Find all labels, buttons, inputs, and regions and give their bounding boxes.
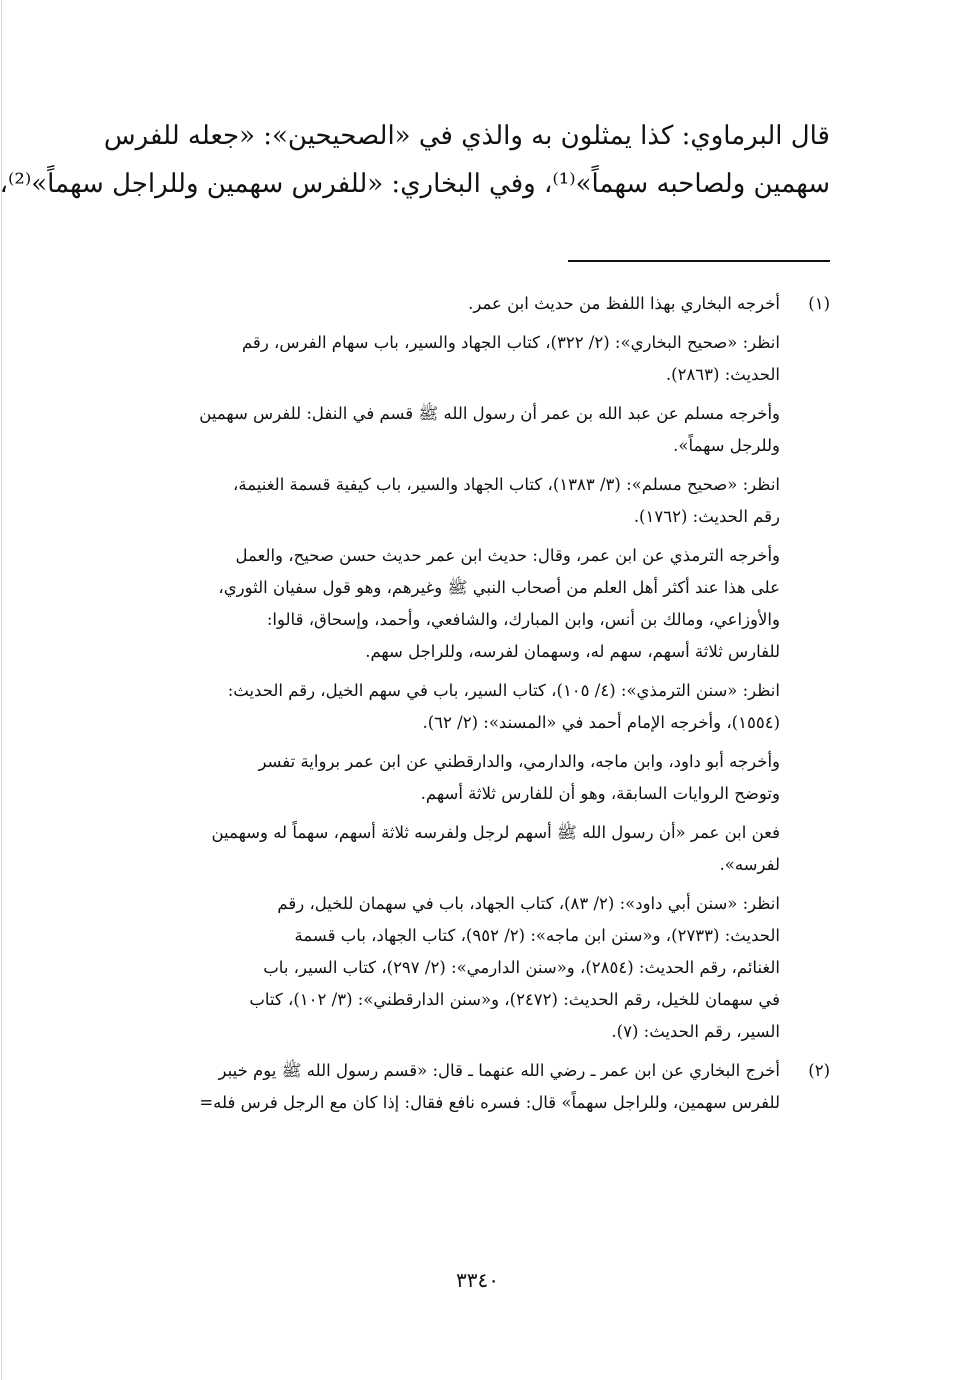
- footnote-line: على هذا عند أكثر أهل العلم من أصحاب النبي ﷺ وغيرهم، وهو قول سفيان الثوري،: [218, 578, 780, 597]
- footnote-line: أخرجه البخاري بهذا اللفظ من حديث ابن عمر.: [468, 294, 780, 313]
- footnote-line: الحديث: (٢٧٣٣)، و«سنن ابن ماجه»: (٢/ ٩٥٢)، كتاب الجهاد، باب قسمة: [294, 926, 780, 945]
- footnote-line: انظر: «سنن أبي داود»: (٢/ ٨٣)، كتاب الجهاد، باب في سهمان للخيل، رقم: [277, 894, 780, 913]
- footnote-paragraph: [118, 469, 780, 533]
- footnote-line: انظر: «صحيح البخاري»: (٢/ ٣٢٢)، كتاب الجهاد والسير، باب سهام الفرس، رقم: [241, 333, 780, 352]
- footnote-line: وللرجل سهماً».: [673, 436, 780, 455]
- footnote-line: وأخرجه الترمذي عن ابن عمر، وقال: حديث ابن عمر حديث حسن صحيح، والعمل: [235, 546, 780, 565]
- footnote-line: للفارس ثلاثة أسهم، سهم له، وسهمان لفرسه، وللراجل سهم.: [365, 642, 780, 661]
- footnote-line: وأخرجه مسلم عن عبد الله بن عمر أن رسول الله ﷺ قسم في النفل: للفرس سهمين: [199, 404, 780, 423]
- footnote-paragraph: [118, 540, 780, 668]
- footnote-number: (٢): [808, 1061, 830, 1080]
- footnote-line: لفرسه».: [719, 855, 780, 874]
- footnote-line: أخرج البخاري عن ابن عمر ـ رضي الله عنهما ـ قال: «قسم رسول الله ﷺ يوم خيبر: [218, 1061, 780, 1080]
- footnote-line: للفرس سهمين، وللراجل سهماً» قال: فسره نافع فقال: إذا كان مع الرجل فرس فله=: [199, 1093, 780, 1112]
- footnote-line: الغنائم، رقم الحديث: (٢٨٥٤)، و«سنن الدارمي»: (٢/ ٢٩٧)، كتاب السير، باب: [263, 958, 780, 977]
- footnotes-section: [118, 288, 830, 1126]
- footnote-line: السير، رقم الحديث: (٧).: [611, 1022, 780, 1041]
- footnote-paragraph: [118, 817, 780, 881]
- footnote-number: (١): [808, 294, 830, 313]
- footnote-line: (١٥٥٤)، وأخرجه الإمام أحمد في «المسند»: (٢/ ٦٢).: [422, 713, 780, 732]
- footnote-paragraph: [118, 675, 780, 739]
- footnote-paragraph: [118, 327, 780, 391]
- footnote-line: فعن ابن عمر «أن رسول الله ﷺ أسهم لرجل ولفرسه ثلاثة أسهم، سهماً له وسهمين: [211, 823, 780, 842]
- footnote-paragraph: [118, 1055, 780, 1119]
- main-text-line: قال البرماوي: كذا يمثلون به والذي في «الصحيحين»: «جعله للفرس: [103, 121, 830, 151]
- footnote-2: [118, 1055, 830, 1119]
- footnote-paragraph: [118, 288, 780, 320]
- footnote-line: والأوزاعي، ومالك بن أنس، وابن المبارك، والشافعي، وأحمد، وإسحاق، قالوا:: [266, 610, 780, 629]
- footnote-divider: [568, 260, 830, 262]
- footnote-paragraph: [118, 398, 780, 462]
- footnote-line: انظر: «سنن الترمذي»: (٤/ ١٠٥)، كتاب السير، باب في سهم الخيل، رقم الحديث:: [227, 681, 780, 700]
- footnote-1: [118, 288, 830, 1048]
- page-number: ٣٣٤٠: [456, 1268, 499, 1292]
- footnote-line: الحديث: (٢٨٦٣).: [665, 365, 780, 384]
- book-page: [1, 0, 954, 1380]
- footnote-line: وتوضح الروايات السابقة، وهو أن للفارس ثلاثة أسهم.: [420, 784, 780, 803]
- footnote-paragraph: [118, 746, 780, 810]
- footnote-line: رقم الحديث: (١٧٦٢).: [633, 507, 780, 526]
- footnote-line: انظر: «صحيح مسلم»: (٣/ ١٣٨٣)، كتاب الجهاد والسير، باب كيفية قسمة الغنيمة،: [233, 475, 780, 494]
- footnote-line: وأخرجه أبو داود، وابن ماجه، والدارمي، والدارقطني عن ابن عمر برواية تفسر: [258, 752, 780, 771]
- footnote-line: في سهمان للخيل، رقم الحديث: (٢٤٧٢)، و«سنن الدارقطني»: (٣/ ١٠٢)، كتاب: [249, 990, 780, 1009]
- main-text-line: سهمين ولصاحبه سهماً»⁽¹⁾، وفي البخاري: «للفرس سهمين وللراجل سهماً»⁽²⁾،: [0, 169, 830, 199]
- main-text: [0, 112, 830, 208]
- footnote-paragraph: [118, 888, 780, 1048]
